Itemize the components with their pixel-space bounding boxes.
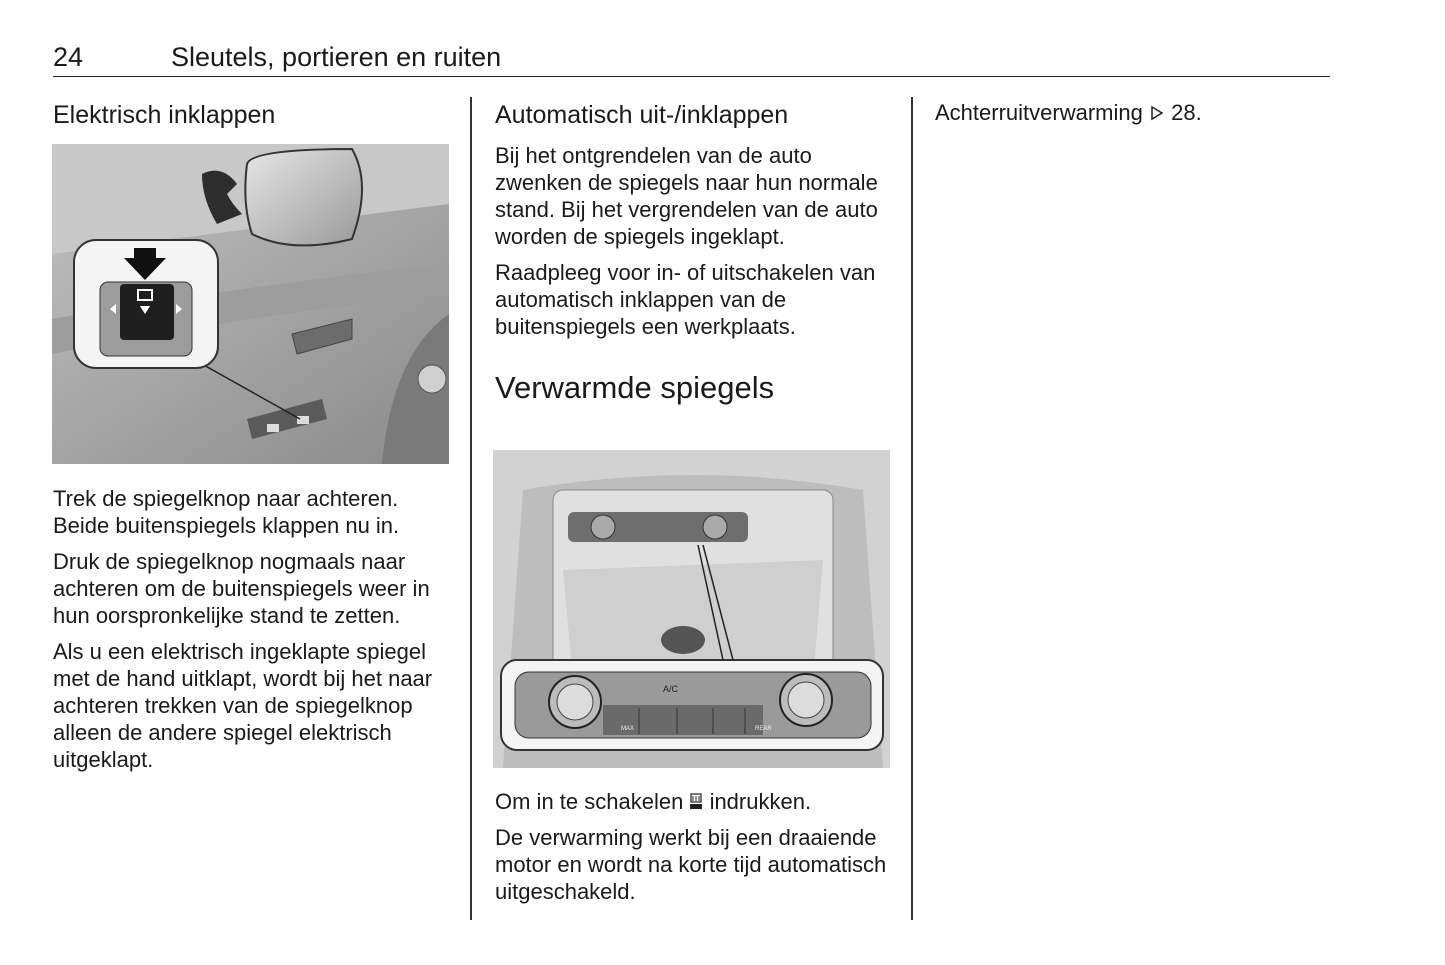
paragraph: Druk de spiegelknop nogmaals naar achteren om de buitenspiegels weer in hun oorspronkelijke stand te zetten.	[53, 549, 430, 628]
column-middle-body	[495, 788, 895, 905]
max-label: MAX	[621, 726, 635, 732]
page-number: 24	[53, 42, 84, 72]
ref-text: Achterruitverwarming	[935, 100, 1143, 125]
rear-window-heating-icon	[689, 790, 703, 808]
section-heading-heated-mirrors: Verwarmde spiegels	[495, 370, 775, 405]
rear-label: REAR	[755, 726, 772, 732]
section-heading-auto-fold: Automatisch uit-/inklappen	[495, 101, 789, 129]
paragraph: Als u een elektrisch ingeklapte spiegel met de hand uitklapt, wordt bij het naar achteren trekken van de spiegelknop alleen de andere spiegel elektrisch uitgeklapt.	[53, 639, 433, 772]
text-after-icon: indrukken.	[709, 789, 812, 814]
section-heading-electric-fold: Elektrisch inklappen	[53, 101, 276, 129]
column-divider	[470, 97, 472, 920]
page-header	[53, 40, 1330, 77]
paragraph: De verwarming werkt bij een draaiende motor en wordt na korte tijd automatisch uitgeschakeld.	[495, 825, 887, 904]
figure-mirror-switch	[52, 144, 449, 464]
column-left-body	[53, 485, 453, 773]
column-divider	[911, 97, 913, 920]
paragraph: Trek de spiegelknop naar achteren. Beide buitenspiegels klappen nu in.	[53, 486, 400, 538]
column-middle	[495, 98, 895, 408]
cross-reference	[935, 98, 1330, 128]
text-before-icon: Om in te schakelen	[495, 789, 684, 814]
ac-label: A/C	[663, 684, 679, 694]
column-right	[935, 98, 1330, 128]
ref-page: 28.	[1171, 100, 1202, 125]
figure-climate-panel	[493, 450, 890, 768]
paragraph	[495, 788, 895, 815]
paragraph: Bij het ontgrendelen van de auto zwenken de spiegels naar hun normale stand. Bij het vergrendelen van de auto worden de spiegels ingeklapt.	[495, 143, 878, 249]
chapter-title: Sleutels, portieren en ruiten	[171, 42, 502, 72]
paragraph: Raadpleeg voor in- of uitschakelen van automatisch inklappen van de buitenspiegels een werkplaats.	[495, 260, 876, 339]
reference-arrow-icon	[1149, 100, 1165, 118]
column-left	[53, 98, 453, 132]
